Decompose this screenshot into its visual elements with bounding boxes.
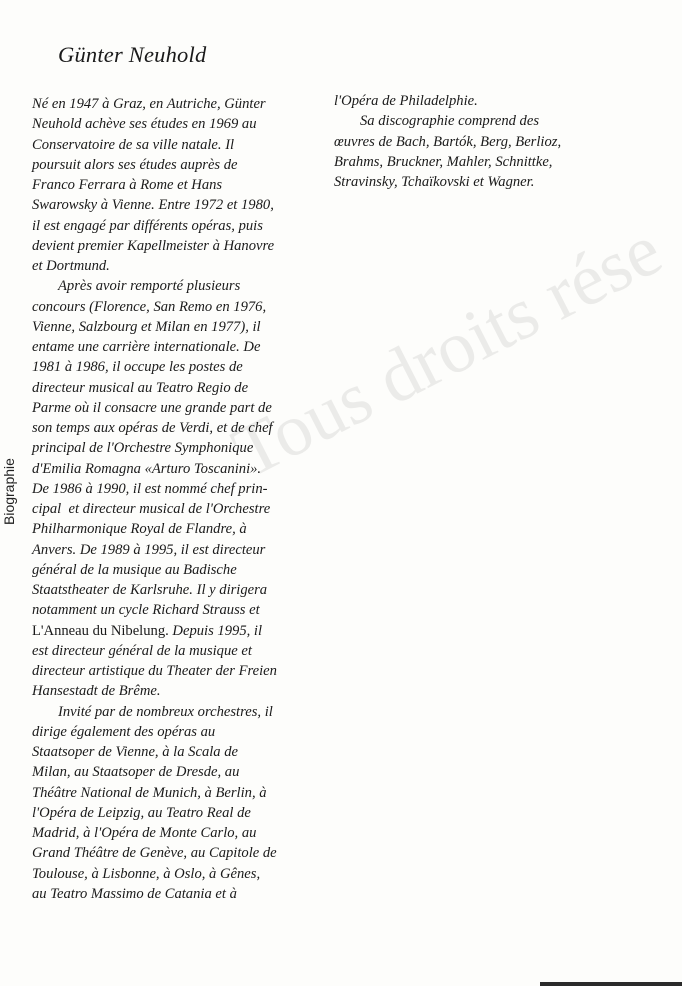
text-line [32,195,332,215]
line-text: l'Opéra de Leipzig, au Teatro Real de [32,804,251,821]
text-line [334,111,634,131]
line-text: cipal et directeur musical de l'Orchestre [32,501,271,517]
text-line [32,499,332,519]
line-text: Staatsoper de Vienne, à la Scala de [32,744,239,760]
line-text: et Dortmund. [32,258,110,274]
text-line [32,783,332,803]
line-text: œuvres de Bach, Bartók, Berg, Berlioz, [334,133,562,150]
line-text: 1981 à 1986, il occupe les postes de [32,359,243,376]
line-text: De 1986 à 1990, il est nommé chef prin- [32,480,268,497]
text-line [32,823,332,843]
bottom-edge-rule [540,982,682,986]
text-line [32,236,332,256]
text-line [32,94,332,114]
text-line [32,580,332,600]
line-text: Conservatoire de sa ville natale. Il [32,136,235,153]
text-line [32,661,332,681]
text-line [32,459,332,479]
line-text: il est engagé par différents opéras, puis [32,217,263,234]
text-line [32,418,332,438]
text-line [334,132,634,152]
text-line [32,742,332,762]
line-text: Grand Théâtre de Genève, au Capitole de [32,845,277,862]
text-line [32,317,332,337]
line-text: Madrid, à l'Opéra de Monte Carlo, au [32,825,257,841]
text-line [32,540,332,560]
text-line [32,560,332,580]
line-text: au Teatro Massimo de Catania et à [32,885,237,902]
line-text: poursuit alors ses études auprès de [32,156,238,173]
line-text: principal de l'Orchestre Symphonique [32,440,254,457]
text-line [32,843,332,863]
watermark: Tous droits rése [220,208,675,494]
line-text: devient premier Kapellmeister à Hanovre [32,237,275,254]
text-line [32,600,332,620]
line-text: Invité par de nombreux orchestres, il [58,703,273,720]
text-line [32,155,332,175]
text-line [32,216,332,236]
line-text: Franco Ferrara à Rome et Hans [32,177,223,193]
line-text: Neuhold achève ses études en 1969 au [32,116,257,133]
text-line [32,276,332,296]
line-text: directeur musical au Teatro Regio de [32,379,249,396]
line-text: Vienne, Salzbourg et Milan en 1977), il [32,318,261,335]
text-line [32,681,332,701]
biography-column-right [334,91,634,192]
work-title: L'Anneau du Nibelung. [32,622,169,639]
text-line [32,378,332,398]
text-line [32,722,332,742]
line-text: Théâtre National de Munich, à Berlin, à [32,784,267,801]
text-line [32,884,332,904]
line-text: Philharmonique Royal de Flandre, à [32,521,247,538]
line-text: l'Opéra de Philadelphie. [334,93,478,109]
biography-column-left [32,94,332,904]
text-line [32,762,332,782]
text-line [32,256,332,276]
text-line [334,152,634,172]
text-line [32,175,332,195]
text-line [32,297,332,317]
line-text: Milan, au Staatsoper de Dresde, au [32,764,240,781]
text-line [334,91,634,111]
text-line [334,172,634,192]
text-line [32,337,332,357]
line-text: est directeur général de la musique et [32,642,252,659]
line-text: Hansestadt de Brême. [32,683,161,700]
text-line [32,803,332,823]
text-line [32,398,332,418]
line-text: Staatstheater de Karlsruhe. Il y dirigera [32,582,268,598]
line-text: notamment un cycle Richard Strauss et [32,602,260,619]
line-text: Stravinsky, Tchaïkovski et Wagner. [334,174,535,190]
text-line [32,864,332,884]
text-line [32,479,332,499]
line-text: Brahms, Bruckner, Mahler, Schnittke, [334,153,553,170]
text-line [32,641,332,661]
text-line [32,438,332,458]
text-line [32,621,332,641]
line-text: Toulouse, à Lisbonne, à Oslo, à Gênes, [32,865,261,882]
line-text: Depuis 1995, il [168,622,263,639]
line-text: Après avoir remporté plusieurs [58,278,241,295]
line-text: Parme où il consacre une grande part de [32,399,272,416]
line-text: général de la musique au Badische [32,561,237,578]
line-text: Sa discographie comprend des [360,113,540,130]
line-text: son temps aux opéras de Verdi, et de chef [32,420,273,436]
line-text: dirige également des opéras au [32,723,216,740]
line-text: Anvers. De 1989 à 1995, il est directeur [32,541,266,558]
line-text: d'Emilia Romagna «Arturo Toscanini». [32,460,262,477]
text-line [32,357,332,377]
line-text: Swarowsky à Vienne. Entre 1972 et 1980, [32,197,274,214]
text-line [32,114,332,134]
section-side-label: Biographie [1,458,17,525]
line-text: entame une carrière internationale. De [32,339,261,355]
page-title: Günter Neuhold [58,42,207,67]
line-text: directeur artistique du Theater der Freien [32,663,277,679]
line-text: Né en 1947 à Graz, en Autriche, Günter [32,96,266,112]
text-line [32,519,332,539]
line-text: concours (Florence, San Remo en 1976, [32,298,267,315]
text-line [32,135,332,155]
text-line [32,702,332,722]
